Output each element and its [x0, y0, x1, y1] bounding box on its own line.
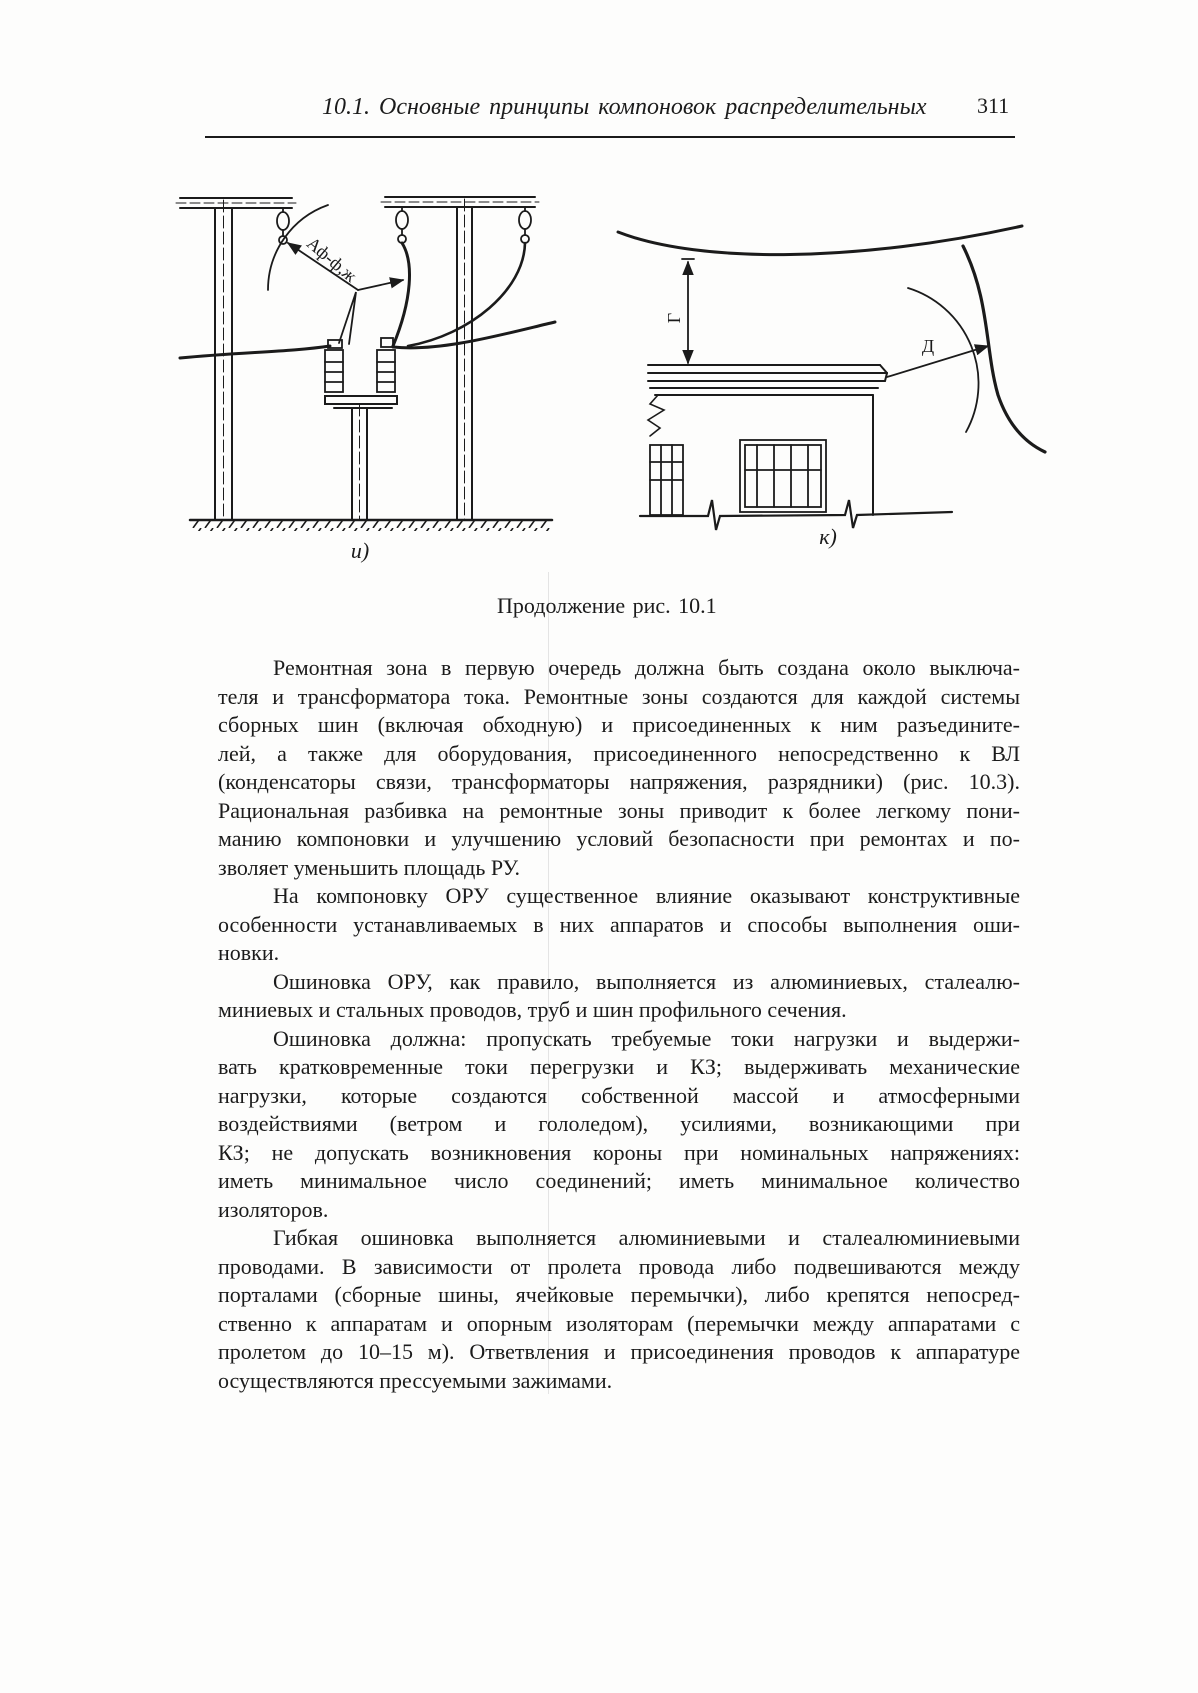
text-line: порталами (сборные шины, ячейковые перемычки), либо крепятся непосред-: [218, 1282, 1020, 1307]
text-line: Ошиновка должна: пропускать требуемые токи нагрузки и выдержи-: [273, 1025, 1020, 1051]
text-line: Рациональная разбивка на ремонтные зоны приводит к более легкому пони-: [218, 797, 1020, 823]
figure-label-k: к): [819, 524, 837, 549]
text-line: особенности устанавливаемых в них аппаратов и способы выполнения оши-: [218, 911, 1020, 937]
left-portal: [176, 198, 296, 520]
paragraph-2: [218, 882, 1020, 968]
body-text: [218, 654, 1020, 1395]
text-line: теля и трансформатора тока. Ремонтные зоны создаются для каждой системы: [218, 683, 1020, 709]
dimension-label-phase-phase: Аф-ф,ж: [302, 232, 361, 286]
figure-right: [618, 226, 1045, 549]
disconnector: [325, 292, 397, 520]
text-line: Ошиновка ОРУ, как правило, выполняется из алюминиевых, сталеалю-: [273, 968, 1020, 994]
paragraph-1: [218, 654, 1020, 882]
text-line: новки.: [218, 940, 280, 965]
paragraph-4: [218, 1025, 1020, 1225]
ground-line: [640, 500, 952, 530]
figure-left: [176, 197, 555, 563]
figure-caption: Продолжение рис. 10.1: [497, 593, 717, 618]
dimension-label-radial: Д: [921, 336, 935, 356]
text-line: лей, а также для оборудования, присоединенного непосредственно к ВЛ: [218, 740, 1020, 766]
text-line: Гибкая ошиновка выполняется алюминиевыми и сталеалюминиевыми: [273, 1225, 1020, 1250]
text-line: сборных шин (включая обходную) и присоединенных к ним разъедините-: [218, 712, 1020, 737]
text-line: миниевых и стальных проводов, труб и шин профильного сечения.: [218, 997, 847, 1022]
apparatus-support: [325, 396, 397, 520]
text-line: осуществляются прессуемыми зажимами.: [218, 1367, 613, 1393]
radial-dimension-arrow: [887, 346, 988, 377]
suspension-insulator: [396, 207, 408, 243]
text-line: ственно к аппаратам и опорным изоляторам (перемычки между аппаратами с: [218, 1310, 1020, 1336]
text-line: иметь минимальное число соединений; иметь минимальное количество: [218, 1168, 1020, 1193]
running-header-title: 10.1. Основные принципы компоновок распределительных: [322, 94, 927, 120]
text-line: Ремонтная зона в первую очередь должна быть создана около выключа-: [273, 655, 1020, 680]
post-insulator: [377, 338, 395, 392]
suspension-insulator: [519, 207, 531, 243]
text-line: нагрузки, которые создаются собственной массой и атмосферными: [218, 1082, 1020, 1108]
building: [648, 365, 887, 515]
page-number: 311: [977, 93, 1010, 118]
text-line: проводами. В зависимости от пролета провода либо подвешиваются между: [218, 1253, 1020, 1279]
text-line: изоляторов.: [218, 1196, 329, 1222]
ground-line: [190, 520, 552, 531]
text-line: манию компоновки и улучшению условий безопасности при ремонтах и по-: [218, 826, 1020, 851]
text-line: КЗ; не допускать возникновения короны при номинальных напряжениях:: [218, 1139, 1020, 1165]
gate-window: [740, 440, 826, 512]
text-line: (конденсаторы связи, трансформаторы напряжения, разрядники) (рис. 10.3).: [218, 769, 1020, 794]
paragraph-5: [218, 1224, 1020, 1395]
window: [650, 445, 683, 515]
figure-label-i: и): [350, 538, 370, 563]
conductor-wires: [180, 243, 555, 358]
dimension-label-vertical: Г: [664, 312, 684, 324]
text-line: На компоновку ОРУ существенное влияние оказывают конструктивные: [273, 883, 1020, 908]
text-line: вать кратковременные токи перегрузки и КЗ; выдерживать механические: [218, 1054, 1020, 1079]
paragraph-3: [218, 968, 1020, 1025]
post-insulator: [325, 340, 343, 392]
vertical-dimension: [682, 259, 694, 363]
figure-drawings: [0, 0, 1198, 580]
text-line: зволяет уменьшить площадь РУ.: [218, 854, 521, 880]
text-line: воздействиями (ветром и гололедом), усилиями, возникающими при: [218, 1111, 1020, 1136]
text-line: пролетом до 10–15 м). Ответвления и присоединения проводов к аппаратуре: [218, 1339, 1020, 1364]
